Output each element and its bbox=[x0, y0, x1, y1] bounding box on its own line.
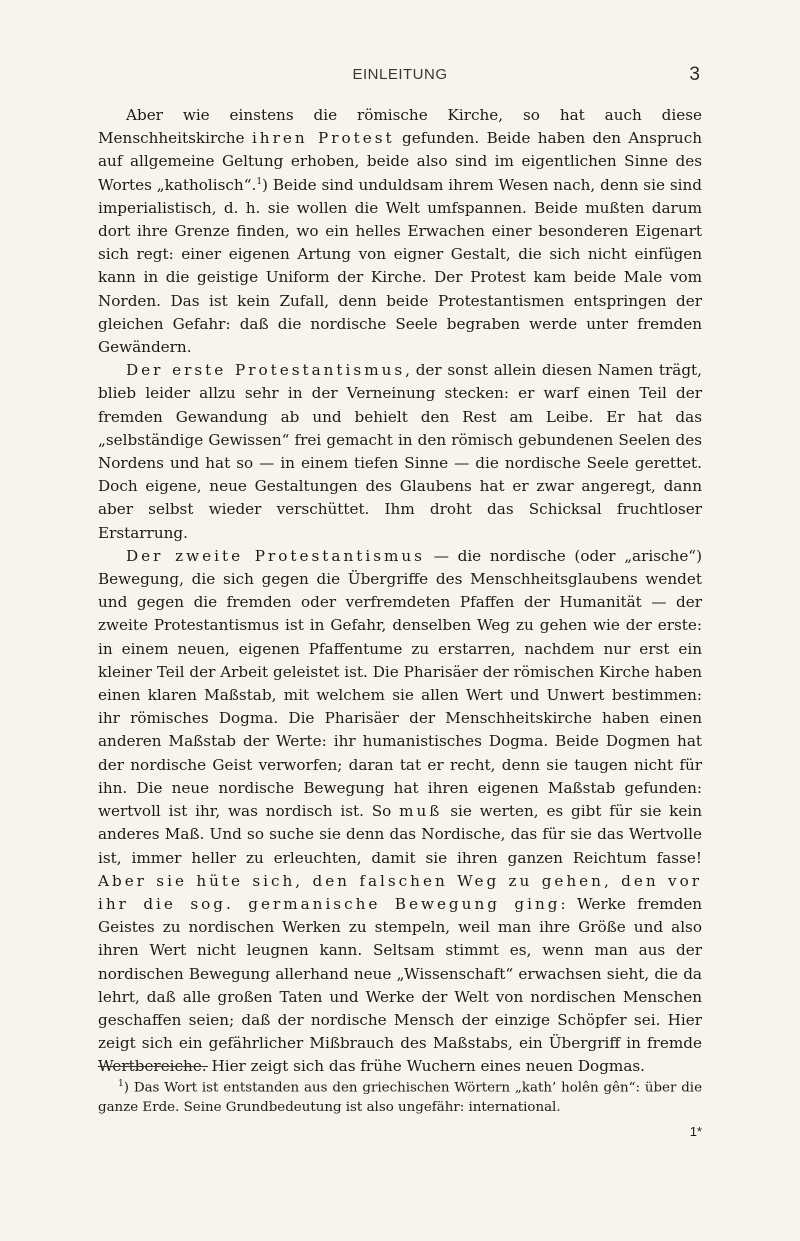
footnote-ref: 1 bbox=[256, 176, 263, 187]
emphasis-span: Aber sie hüte sich, den falschen Weg zu gehen, den vor ihr die sog. germanische Bewegung ging bbox=[98, 871, 702, 913]
paragraph-1 bbox=[98, 104, 702, 359]
text-span: , der sonst allein diesen Namen trägt, blieb leider allzu sehr in der Verneinung stecken: er warf einen Teil der fremden Gewandung ab und behielt den Rest am Leibe. Er hat das „selbständige Gewissen“ frei gemacht in den römisch gebundenen Seelen des Nordens und hat so — in einem tiefen Sinne — die nordische Seele gerettet. Doch eigene, neue Gestaltungen des Glaubens hat er zwar angeregt, dann aber selbst wieder verschüttet. Ihm droht das Schicksal fruchtloser Erstarrung. bbox=[98, 361, 702, 542]
running-head bbox=[100, 66, 700, 92]
footnote bbox=[98, 1074, 702, 1118]
emphasis-span: Der erste Protestantismus bbox=[126, 361, 406, 380]
footnote-text: ) Das Wort ist entstanden aus den griechischen Wörtern „kath’ holên gên“: über die ganze Erde. Seine Grundbedeutung ist also ungefähr: international. bbox=[98, 1080, 702, 1116]
footnote-marker: 1 bbox=[118, 1079, 124, 1089]
emphasis-span: Der zweite Protestantismus bbox=[126, 546, 425, 565]
emphasis-span: muß bbox=[399, 802, 443, 821]
footnote-rule bbox=[98, 1066, 208, 1067]
emphasis-span: ihren Protest bbox=[251, 129, 395, 148]
paragraph-2 bbox=[98, 359, 702, 545]
body-text bbox=[98, 104, 702, 1079]
text-span: ) Beide sind unduldsam ihrem Wesen nach, denn sie sind imperialistisch, d. h. sie wollen die Welt umfspannen. Beide mußten darum dort ihre Grenze finden, wo ein helles Erwachen einer besonderen Eigenart sich regt: einer eigenen Artung von eigner Gestalt, die sich nicht einfügen kann in die geistige Uniform der Kirche. Der Protest kam beide Male vom Norden. Das ist kein Zufall, denn beide Protestantismen entspringen der gleichen Gefahr: daß die nordische Seele begraben werde unter fremden Gewändern. bbox=[98, 175, 702, 357]
text-span: Aber wie einstens die römische Kirche, so hat auch diese Menschheitskirche bbox=[98, 106, 702, 148]
running-title: EINLEITUNG bbox=[352, 66, 448, 83]
text-span: : Werke fremden Geistes zu nordischen Werken zu stempeln, weil man ihre Größe und also ihren Wert nicht leugnen kann. Seltsam stimmt es, wenn man aus der nordischen Bewegung allerhand neue „Wissenschaft“ erwachsen sieht, die da lehrt, daß alle großen Taten und Werke der Welt von nordischen Menschen geschaffen seien; daß der nordische Mensch der einzige Schöpfer sei. Hier zeigt sich ein gefährlicher Mißbrauch des Maßstabs, ein Übergriff in fremde Wertbereiche. Hier zeigt sich das frühe Wuchern eines neuen Dogmas. bbox=[98, 894, 703, 1076]
text-span: — die nordische (oder „arische“) Bewegung, die sich gegen die Übergriffe des Menschheitsglaubens wendet und gegen die fremden oder verfremdeten Pfaffen der Humanität — der zweite Protestantismus ist in Gefahr, denselben Weg zu gehen wie der erste: in einem neuen, eigenen Pfaffentume zu erstarren, nachdem nur erst ein kleiner Teil der Arbeit geleistet ist. Die Pharisäer der römischen Kirche haben einen klaren Maßstab, mit welchem sie allen Wert und Unwert bestimmen: ihr römisches Dogma. Die Pharisäer der Menschheitskirche haben einen anderen Maßstab der Werte: ihr humanistisches Dogma. Beide Dogmen hat der nordische Geist verworfen; daran tat er recht, denn sie taugen nicht für ihn. Die neue nordische Bewegung hat ihren eigenen Maßstab gefunden: wertvoll ist ihr, was nordisch ist. So bbox=[98, 546, 702, 821]
text-span: sie werten, es gibt für sie kein anderes Maß. Und so suche sie denn das Nordische, das für sie das Wertvolle ist, immer heller zu erleuchten, damit sie ihren ganzen Reichtum fasse! bbox=[98, 802, 702, 867]
signature-mark: 1* bbox=[689, 1124, 702, 1139]
text-span: gefunden. Beide haben den Anspruch auf allgemeine Geltung erhoben, beide also sind im eigentlichen Sinne des Wortes „katholisch“. bbox=[98, 129, 702, 194]
paragraph-3 bbox=[98, 545, 702, 1079]
page-number: 3 bbox=[689, 64, 700, 85]
